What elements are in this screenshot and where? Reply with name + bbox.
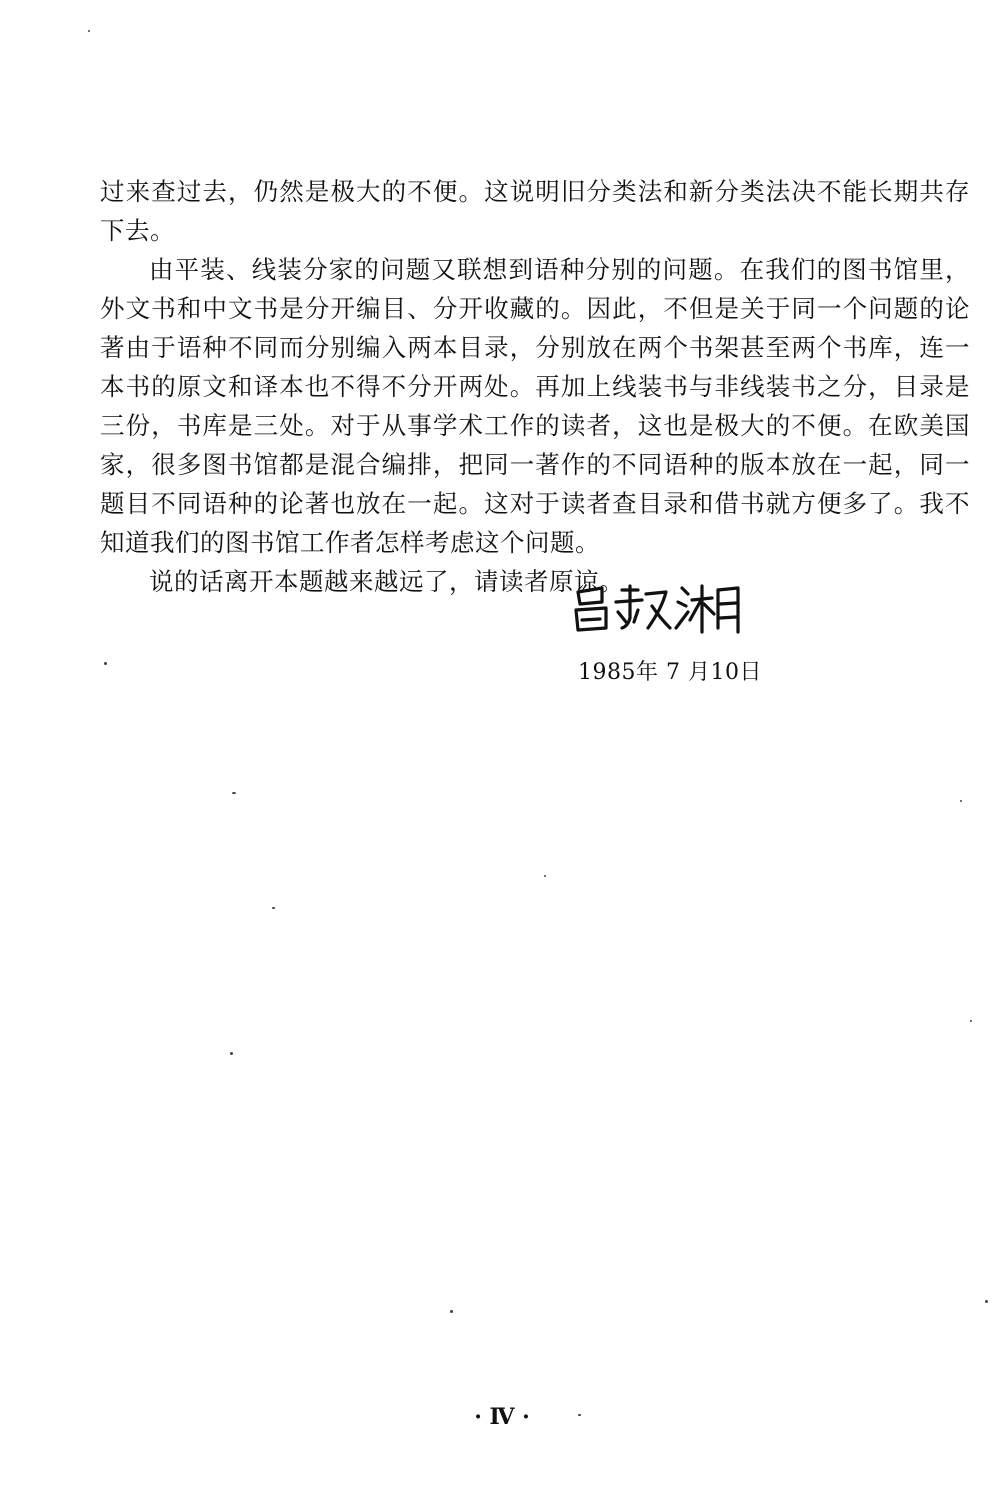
scan-speck [985,1300,988,1303]
scan-speck [272,907,275,909]
scan-speck [230,1052,233,1055]
paragraph-continuation: 过来查过去，仍然是极大的不便。这说明旧分类法和新分类法决不能长期共存下去。 [100,177,970,245]
scan-speck [970,1020,972,1022]
scan-speck [232,792,236,794]
scan-speck [578,1414,581,1416]
scan-speck [88,30,90,32]
handwritten-signature [572,578,752,638]
scan-speck [104,662,107,665]
scan-speck [544,875,546,877]
signature-drawing [572,578,752,638]
scan-speck [450,1310,453,1313]
paragraph-closing: 说的话离开本题越来越远了，请读者原谅。 [149,567,624,596]
page-number: · Ⅳ · [474,1404,530,1430]
scan-speck [960,800,962,802]
body-text [100,172,970,601]
paragraph-language-separation: 由平装、线装分家的问题又联想到语种分别的问题。在我们的图书馆里，外文书和中文书是分开编目、分开收藏的。因此，不但是关于同一个问题的论著由于语种不同而分别编入两本目录，分别放在两个书架甚至两个书库，连一本书的原文和译本也不得不分开两处。再加上线装书与非线装书之分，目录是三份，书库是三处。对于从事学术工作的读者，这也是极大的不便。在欧美国家，很多图书馆都是混合编排，把同一著作的不同语种的版本放在一起，同一题目不同语种的论著也放在一起。这对于读者查目录和借书就方便多了。我不知道我们的图书馆工作者怎样考虑这个问题。 [100,255,970,557]
signature-date: 1985年 7 月10日 [578,660,762,685]
